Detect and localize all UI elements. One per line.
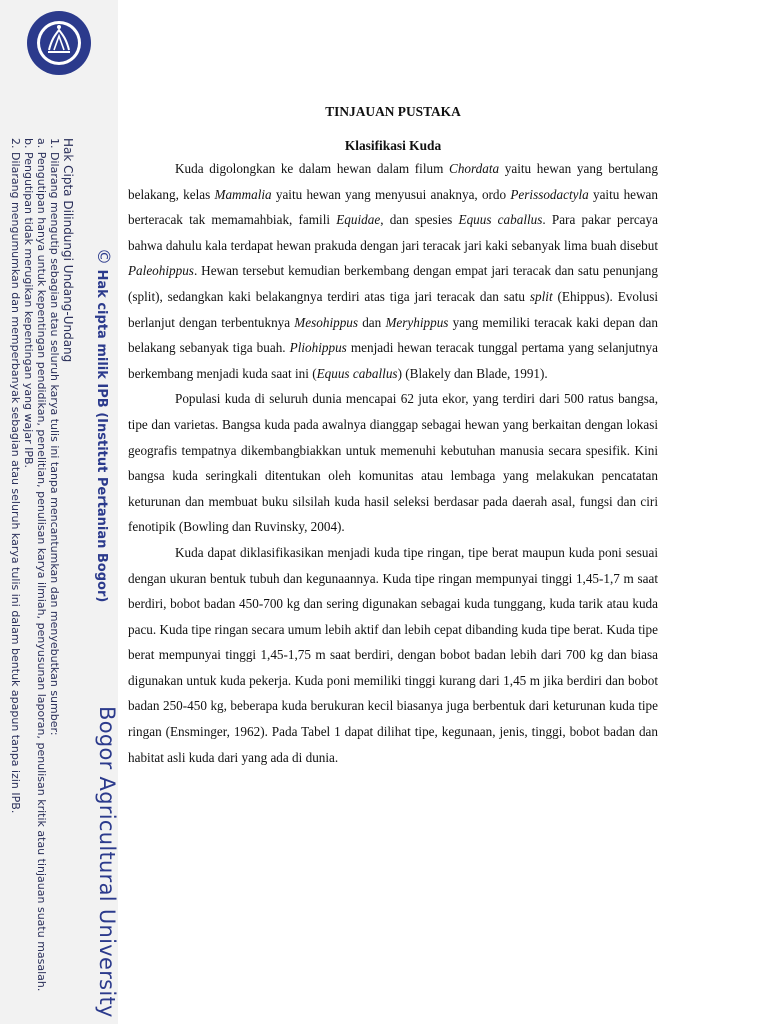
paragraph-1-text: yaitu hewan yang bertulang belakang, kelas <box>128 161 658 202</box>
section-title: TINJAUAN PUSTAKA <box>325 104 461 119</box>
italic-term: Chordata <box>449 161 500 176</box>
italic-term: Mesohippus <box>294 314 359 330</box>
paragraph-1-text: menjadi hewan teracak tunggal pertama yang selanjutnya berkembang menjadi kuda saat ini ( <box>128 340 658 381</box>
paragraph-1-text: Kuda digolongkan ke dalam hewan dalam filum <box>175 161 450 176</box>
italic-term: split <box>529 288 553 304</box>
paragraph-1 <box>128 156 658 386</box>
watermark-strip <box>0 0 118 1024</box>
copyright-rule-1: 1. Dilarang mengutip sebagian atau seluruh karya tulis ini tanpa mencantumkan dan menyebutkan sumber: <box>48 138 61 736</box>
italic-term: Equus caballus <box>316 365 398 381</box>
copyright-notice <box>9 138 74 991</box>
paragraph-1-text: yaitu hewan berteracak tak memamahbiak, famili <box>128 186 658 228</box>
paragraph-3: Kuda dapat diklasifikasikan menjadi kuda tipe ringan, tipe berat maupun kuda poni sesuai dengan ukuran bentuk tubuh dan kegunaannya. Kuda tipe ringan mempunyai tinggi 1,45-1,7 m saat berdiri, bobot badan 450-700 kg dan sering digunakan sebagai kuda tunggang, kuda tarik atau kuda pacu. Kuda tipe ringan secara umum lebih aktif dan lebih cepat dibanding kuda tipe berat. Kuda tipe berat mempunyai tinggi 1,45-1,75 m saat berdiri, dengan bobot badan lebih dari 700 kg dan biasa digunakan untuk kuda pekerja. Kuda poni memiliki tinggi kurang dari 1,45 m jika berdiri dan bobot badan 250-450 kg, beberapa kuda berukuran kecil biasanya juga berbentuk dari keturunan kuda tipe ringan (Ensminger, 1962). Pada Tabel 1 dapat dilihat tipe, kegunaan, jenis, tinggi, bobot badan dan habitat asli kuda dari yang ada di dunia. <box>128 544 658 765</box>
paragraph-1-text: , dan spesies <box>380 212 459 228</box>
paragraph-1-text: . Hewan tersebut kemudian berkembang dengan empat jari teracak dan satu penunjang (split), sedangkan kaki belakangnya terdiri atas tiga jari teracak dan satu <box>128 263 658 304</box>
copyright-rule-1b: b. Pengutipan tidak merugikan kepentingan yang wajar IPB. <box>22 138 35 469</box>
paragraph-1-text: (Ehippus). Evolusi berlanjut dengan terbentuknya <box>128 288 658 330</box>
ipb-logo <box>26 10 92 76</box>
paragraph-1-text: dan <box>358 314 386 330</box>
copyright-rule-1a: a. Pengutipan hanya untuk kepentingan pendidikan, penelitian, penulisan karya ilmiah, penyusunan laporan, penulisan kritik atau tinjauan suatu masalah. <box>35 138 48 992</box>
copyright-symbol: © <box>93 248 113 265</box>
paragraph-1-text: ) (Blakely dan Blade, 1991). <box>397 365 548 381</box>
italic-term: Meryhippus <box>385 314 449 330</box>
ipb-copyright-text: Hak cipta milik IPB (Institut Pertanian Bogor) <box>94 269 109 603</box>
section-subtitle: Klasifikasi Kuda <box>344 138 442 153</box>
italic-term: Paleohippus <box>128 263 194 279</box>
university-name: Bogor Agricultural University <box>95 706 119 1018</box>
paragraph-1-text: yaitu hewan yang menyusui anaknya, ordo <box>271 186 511 202</box>
copyright-rule-2: 2. Dilarang mengumumkan dan memperbanyak sebagian atau seluruh karya tulis ini dalam bentuk apapun tanpa izin IPB. <box>9 138 22 814</box>
italic-term: Equus caballus <box>458 212 543 228</box>
italic-term: Pliohippus <box>289 340 347 356</box>
ipb-copyright-line <box>93 248 113 602</box>
document-body <box>128 100 658 770</box>
paragraph-1-text: . Para pakar percaya bahwa dahulu kala terdapat hewan prakuda dengan jari teracak jari kaki sebanyak lima buah disebut <box>128 212 658 253</box>
paragraph-2: Populasi kuda di seluruh dunia mencapai 62 juta ekor, yang terdiri dari 500 ratus bangsa, tipe dan varietas. Bangsa kuda pada awalnya dianggap sebagai hewan yang berkaitan dengan lokasi geografis tempatnya dikembangbiakkan untuk memenuhi kebutuhan manusia secara spesifik. Kini bangsa kuda seringkali ditentukan oleh komunitas atau lembaga yang melakukan pencatatan keturunan dan membuat buku silsilah kuda hasil seleksi berdasar pada daerah asal, fungsi dan ciri fenotipik (Bowling dan Ruvinsky, 2004). <box>128 391 658 535</box>
paragraph-1-text: yang memiliki teracak kaki depan dan belakang sebanyak tiga buah. <box>128 314 658 356</box>
copyright-title: Hak Cipta Dilindungi Undang-Undang <box>61 138 75 363</box>
italic-term: Equidae <box>336 212 381 228</box>
italic-term: Perissodactyla <box>510 186 589 202</box>
italic-term: Mammalia <box>214 186 272 202</box>
